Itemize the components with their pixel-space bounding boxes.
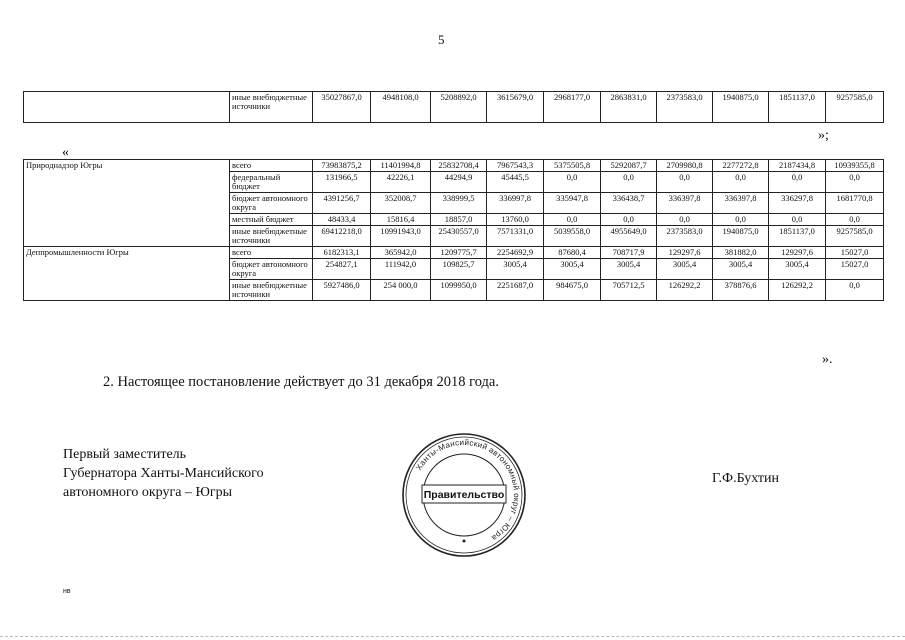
- value-cell: 18857,0: [431, 214, 487, 226]
- value-cell: 45445,5: [487, 172, 544, 193]
- value-cell: 7571331,0: [487, 226, 544, 247]
- funding-table-continuation: [23, 91, 884, 123]
- value-cell: 254827,1: [313, 259, 371, 280]
- table-row: [24, 92, 884, 123]
- value-cell: 15027,0: [826, 259, 884, 280]
- funding-table: [23, 159, 884, 301]
- value-cell: 11401994,8: [371, 160, 431, 172]
- value-cell: 15816,4: [371, 214, 431, 226]
- table-row: [24, 160, 884, 172]
- value-cell: 2709980,8: [657, 160, 713, 172]
- value-cell: 0,0: [713, 172, 769, 193]
- value-cell: 109825,7: [431, 259, 487, 280]
- value-cell: 335947,8: [544, 193, 601, 214]
- page-number: 5: [438, 32, 445, 47]
- value-cell: 6182313,1: [313, 247, 371, 259]
- value-cell: 13760,0: [487, 214, 544, 226]
- value-cell: 336997,8: [487, 193, 544, 214]
- value-cell: 10991943,0: [371, 226, 431, 247]
- value-cell: 0,0: [544, 172, 601, 193]
- value-cell: 0,0: [601, 214, 657, 226]
- value-cell: 2373583,0: [657, 226, 713, 247]
- value-cell: 5375505,8: [544, 160, 601, 172]
- source-cell: иные внебюджетные источники: [230, 280, 313, 301]
- value-cell: 3615679,0: [487, 92, 544, 123]
- source-cell: всего: [230, 160, 313, 172]
- value-cell: 3005,4: [487, 259, 544, 280]
- value-cell: 0,0: [657, 172, 713, 193]
- value-cell: 35027867,0: [313, 92, 371, 123]
- value-cell: 0,0: [601, 172, 657, 193]
- signatory-block: [63, 445, 264, 502]
- closing-quote-2: ».: [822, 352, 833, 367]
- value-cell: 1851137,0: [769, 226, 826, 247]
- value-cell: 705712,5: [601, 280, 657, 301]
- value-cell: 2187434,8: [769, 160, 826, 172]
- clause-text: 2. Настоящее постановление действует до 31 декабря 2018 года.: [103, 374, 499, 390]
- source-cell: бюджет автономного округа: [230, 193, 313, 214]
- value-cell: 7967543,3: [487, 160, 544, 172]
- value-cell: 1940875,0: [713, 226, 769, 247]
- value-cell: 984675,0: [544, 280, 601, 301]
- value-cell: 338999,5: [431, 193, 487, 214]
- value-cell: 352008,7: [371, 193, 431, 214]
- value-cell: 3005,4: [713, 259, 769, 280]
- org-cell: Деппромышленности Югры: [24, 247, 230, 301]
- value-cell: 5208892,0: [431, 92, 487, 123]
- value-cell: 25832708,4: [431, 160, 487, 172]
- value-cell: 10939355,8: [826, 160, 884, 172]
- value-cell: 126292,2: [657, 280, 713, 301]
- value-cell: 336397,8: [713, 193, 769, 214]
- value-cell: 1209775,7: [431, 247, 487, 259]
- value-cell: 69412218,0: [313, 226, 371, 247]
- value-cell: 336438,7: [601, 193, 657, 214]
- value-cell: 126292,2: [769, 280, 826, 301]
- value-cell: 336397,8: [657, 193, 713, 214]
- value-cell: 15027,0: [826, 247, 884, 259]
- value-cell: 1940875,0: [713, 92, 769, 123]
- value-cell: 0,0: [657, 214, 713, 226]
- value-cell: 9257585,0: [826, 92, 884, 123]
- value-cell: 0,0: [826, 280, 884, 301]
- value-cell: 25430557,0: [431, 226, 487, 247]
- source-cell: иные внебюджетные источники: [230, 92, 313, 123]
- value-cell: 0,0: [826, 214, 884, 226]
- value-cell: 2251687,0: [487, 280, 544, 301]
- value-cell: 5039558,0: [544, 226, 601, 247]
- value-cell: 2863831,0: [601, 92, 657, 123]
- value-cell: 1099950,0: [431, 280, 487, 301]
- source-cell: бюджет автономного округа: [230, 259, 313, 280]
- value-cell: 3005,4: [544, 259, 601, 280]
- value-cell: 378876,6: [713, 280, 769, 301]
- value-cell: 2254692,9: [487, 247, 544, 259]
- value-cell: 0,0: [769, 172, 826, 193]
- table-row: [24, 247, 884, 259]
- signatory-line-1: Первый заместитель: [63, 447, 187, 462]
- value-cell: 336297,8: [769, 193, 826, 214]
- opening-quote: «: [62, 145, 69, 160]
- value-cell: 129297,6: [769, 247, 826, 259]
- value-cell: 4955649,0: [601, 226, 657, 247]
- value-cell: 44294,9: [431, 172, 487, 193]
- value-cell: 2968177,0: [544, 92, 601, 123]
- value-cell: 42226,1: [371, 172, 431, 193]
- value-cell: 0,0: [769, 214, 826, 226]
- value-cell: 48433,4: [313, 214, 371, 226]
- org-cell: Природнадзор Югры: [24, 160, 230, 247]
- value-cell: 129297,6: [657, 247, 713, 259]
- value-cell: 365942,0: [371, 247, 431, 259]
- page-edge-line: [0, 636, 905, 637]
- value-cell: 111942,0: [371, 259, 431, 280]
- value-cell: 2373583,0: [657, 92, 713, 123]
- value-cell: 5292087,7: [601, 160, 657, 172]
- seal-ring-text: Ханты-Мансийский автономный округ – Югра: [414, 437, 522, 543]
- value-cell: 9257585,0: [826, 226, 884, 247]
- signatory-line-2: Губернатора Ханты-Мансийского: [63, 466, 264, 481]
- value-cell: 0,0: [713, 214, 769, 226]
- value-cell: 5927486,0: [313, 280, 371, 301]
- signatory-line-3: автономного округа – Югры: [63, 485, 232, 500]
- value-cell: 0,0: [826, 172, 884, 193]
- value-cell: 3005,4: [657, 259, 713, 280]
- value-cell: 3005,4: [601, 259, 657, 280]
- value-cell: 4391256,7: [313, 193, 371, 214]
- value-cell: 1681770,8: [826, 193, 884, 214]
- source-cell: местный бюджет: [230, 214, 313, 226]
- footer-mark: нв: [63, 588, 71, 595]
- seal-center-text: Правительство: [423, 489, 505, 501]
- value-cell: 0,0: [544, 214, 601, 226]
- source-cell: иные внебюджетные источники: [230, 226, 313, 247]
- official-seal: [400, 431, 528, 559]
- org-cell: [24, 92, 230, 123]
- value-cell: 131966,5: [313, 172, 371, 193]
- signer-name: Г.Ф.Бухтин: [712, 471, 780, 486]
- value-cell: 2277272,8: [713, 160, 769, 172]
- value-cell: 87680,4: [544, 247, 601, 259]
- value-cell: 1851137,0: [769, 92, 826, 123]
- value-cell: 4948108,0: [371, 92, 431, 123]
- value-cell: 381882,0: [713, 247, 769, 259]
- value-cell: 73983875,2: [313, 160, 371, 172]
- value-cell: 3005,4: [769, 259, 826, 280]
- value-cell: 708717,9: [601, 247, 657, 259]
- source-cell: федеральный бюджет: [230, 172, 313, 193]
- closing-quote: »;: [818, 128, 829, 143]
- source-cell: всего: [230, 247, 313, 259]
- value-cell: 254 000,0: [371, 280, 431, 301]
